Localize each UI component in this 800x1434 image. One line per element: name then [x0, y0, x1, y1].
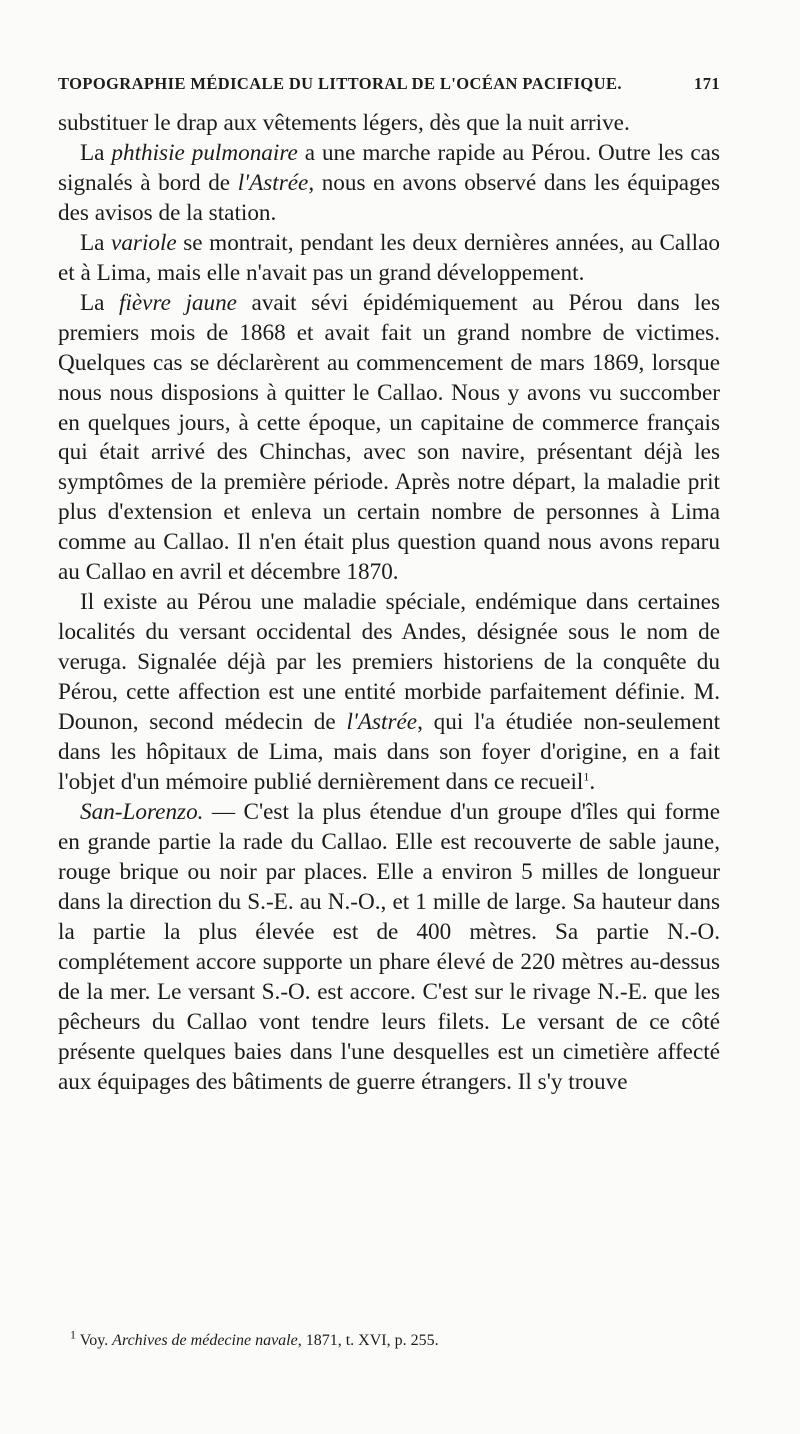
paragraph-p3 — [58, 289, 720, 589]
italic-text: variole — [111, 229, 177, 256]
italic-text: l'Astrée — [346, 709, 418, 736]
footnote — [70, 1327, 720, 1352]
page-number: 171 — [694, 74, 720, 93]
italic-text: phthisie pulmonaire — [111, 139, 298, 166]
text-run: , nous en avons observé dans les équipages des avisos de la station. — [58, 169, 721, 226]
footnote-reference: 1 — [583, 769, 590, 784]
paragraph-p1 — [58, 139, 720, 229]
italic-text: San-Lorenzo. — [80, 798, 204, 825]
footnote-suffix: , 1871, t. XVI, p. 255. — [297, 1332, 439, 1349]
body-text — [58, 109, 720, 1097]
italic-text: l'Astrée — [237, 169, 309, 196]
footnote-prefix: Voy. — [76, 1332, 113, 1349]
text-run: a une marche rapide au Pérou. Outre les cas signalés à bord de — [58, 139, 720, 196]
paragraph-p2 — [58, 229, 720, 289]
text-run: se montrait, pendant les deux dernières années, au Callao et à Lima, mais elle n'avait pas un grand développement. — [58, 229, 720, 286]
text-run: La — [80, 289, 119, 316]
running-header — [58, 74, 720, 94]
text-run: La — [80, 229, 112, 256]
running-title: TOPOGRAPHIE MÉDICALE DU LITTORAL DE L'OCÉAN PACIFIQUE. — [58, 74, 622, 93]
paragraph-p5 — [58, 798, 720, 1098]
text-run: — C'est la plus étendue d'un groupe d'îles qui forme en grande partie la rade du Callao. Elle est recouverte de sable jaune, rouge brique ou noir par places. Elle a environ 5 milles de longueur dans la direction du S.-E. au N.-O., et 1 mille de large. Sa hauteur dans la partie la plus élevée est de 400 mètres. Sa partie N.-O. complétement accore supporte un phare élevé de 220 mètres au-dessus de la mer. Le versant S.-O. est accore. C'est sur le rivage N.-E. que les pêcheurs du Callao vont tendre leurs filets. Le versant de ce côté présente quelques baies dans l'une desquelles est un cimetière affecté aux équipages des bâtiments de guerre étrangers. Il s'y trouve — [58, 798, 720, 1095]
text-run: substituer le drap aux vêtements légers, dès que la nuit arrive. — [58, 110, 630, 136]
text-run: , qui l'a étudiée non-seulement dans les hôpitaux de Lima, mais dans son foyer d'origine, en a fait l'objet d'un mémoire publié dernièrement dans ce recueil — [58, 709, 721, 795]
text-run: avait sévi épidémiquement au Pérou dans les premiers mois de 1868 et avait fait un grand nombre de victimes. Quelques cas se déclarèrent au commencement de mars 1869, lorsque nous nous disposions à quitter le Callao. Nous y avons vu succomber en quelques jours, à cette époque, un capitaine de commerce français qui était arrivé des Chinchas, avec son navire, présentant déjà les symptômes de la première période. Après notre départ, la maladie prit plus d'extension et enleva un certain nombre de personnes à Lima comme au Callao. Il n'en était plus question quand nous avons reparu au Callao en avril et décembre 1870. — [58, 289, 720, 586]
text-run: La — [80, 139, 112, 166]
text-run: Il existe au Pérou une maladie spéciale, endémique dans certaines localités du versant occidental des Andes, désignée sous le nom de veruga. Signalée déjà par les premiers historiens de la conquête du Pérou, cette affection est une entité morbide parfaitement définie. M. Dounon, second médecin de — [58, 589, 720, 736]
paragraph-p4 — [58, 588, 720, 798]
italic-text: fièvre jaune — [119, 289, 237, 316]
footnote-mark: 1 — [70, 1327, 76, 1342]
footnote-source-title: Archives de médecine navale — [112, 1332, 298, 1349]
text-run: . — [589, 768, 596, 795]
paragraph-p0 — [58, 109, 720, 139]
